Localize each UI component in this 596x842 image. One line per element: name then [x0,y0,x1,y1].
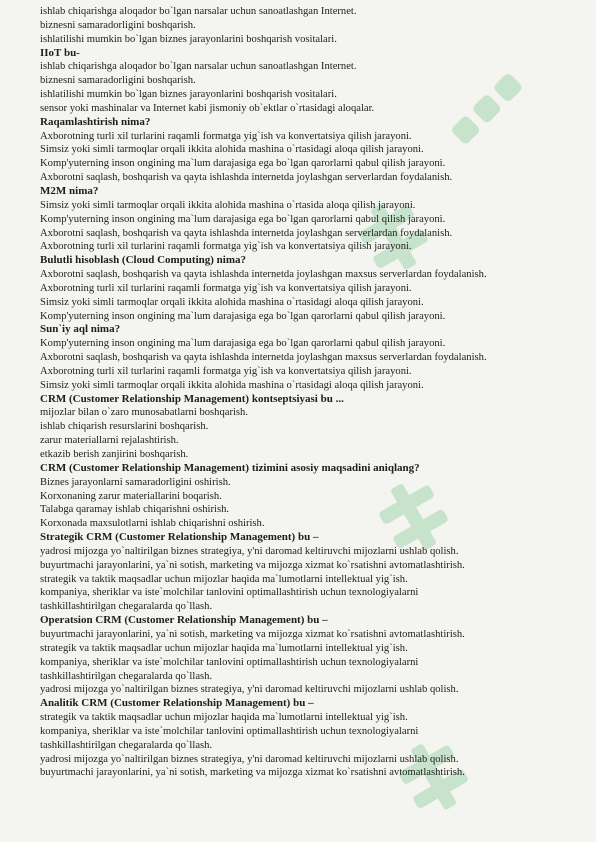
answer-line: Axborotning turli xil turlarini raqamli formatga yig`ish va konvertatsiya qilish jarayoni. [40,130,412,142]
answer-line: Komp'yuterning inson ongining ma`lum darajasiga ega bo`lgan qarorlarni qabul qilish jarayoni. [40,213,446,225]
answer-line: Axborotning turli xil turlarini raqamli formatga yig`ish va konvertatsiya qilish jarayoni. [40,365,412,377]
question-heading: Raqamlashtirish nima? [40,115,151,128]
answer-line: Axborotni saqlash, boshqarish va qayta ishlashda internetda joylashgan serverlardan foydalanish. [40,172,453,184]
answer-line: Komp'yuterning inson ongining ma`lum darajasiga ega bo`lgan qarorlarni qabul qilish jarayoni. [40,158,446,170]
question-heading: Bulutli hisoblash (Cloud Computing) nima? [40,254,247,267]
question-heading: M2M nima? [40,184,99,197]
answer-line: yadrosi mijozga yo`naltirilgan biznes strategiya, y'ni daromad keltiruvchi mijozlarni ushlab qolish. [40,753,459,765]
answer-line: Axborotni saqlash, boshqarish va qayta ishlashda internetda joylashgan maxsus serverlardan foydalanish. [40,269,487,281]
answer-line: Simsiz yoki simli tarmoqlar orqali ikkita alohida mashina o`rtasidagi aloqa qilish jarayoni. [40,296,424,308]
question-heading: Sun`iy aql nima? [40,323,121,336]
answer-line: Biznes jarayonlarni samaradorligini oshirish. [40,476,231,488]
answer-line: tashkillashtirilgan chegaralarda qo`llash. [40,670,213,682]
answer-line: ishlatilishi mumkin bo`lgan biznes jarayonlarini boshqarish vositalari. [40,89,337,101]
answer-line: yadrosi mijozga yo`naltirilgan biznes strategiya, y'ni daromad keltiruvchi mijozlarni ushlab qolish. [40,545,459,557]
question-heading: CRM (Customer Relationship Management) kontseptsiyasi bu ... [40,392,344,405]
answer-line: sensor yoki mashinalar va Internet kabi jismoniy ob`ektlar o`rtasidagi aloqalar. [40,102,375,114]
answer-line: buyurtmachi jarayonlarini, ya`ni sotish, marketing va mijozga xizmat ko`rsatishni avtomatlashtirish. [40,559,465,571]
answer-line: etkazib berish zanjirini boshqarish. [40,449,189,460]
answer-line: Axborotning turli xil turlarini raqamli formatga yig`ish va konvertatsiya qilish jarayoni. [40,282,412,294]
question-heading: Analitik CRM (Customer Relationship Management) bu – [40,697,314,710]
answer-line: Komp'yuterning inson ongining ma`lum darajasiga ega bo`lgan qarorlarni qabul qilish jarayoni. [40,338,446,350]
answer-line: biznesni samaradorligini boshqarish. [40,19,196,31]
answer-line: Axborotning turli xil turlarini raqamli formatga yig`ish va konvertatsiya qilish jarayoni. [40,241,412,253]
answer-line: Talabga qaramay ishlab chiqarishni oshirish. [40,504,230,516]
answer-line: tashkillashtirilgan chegaralarda qo`llash. [40,601,213,613]
answer-line: zarur materiallarni rejalashtirish. [40,435,179,447]
answer-line: ishlab chiqarishga aloqador bo`lgan narsalar uchun sanoatlashgan Internet. [40,61,357,73]
answer-line: biznesni samaradorligini boshqarish. [40,75,196,87]
answer-line: strategik va taktik maqsadlar uchun mijozlar haqida ma`lumotlarni intellektual yig`ish. [40,642,408,654]
answer-line: buyurtmachi jarayonlarini, ya`ni sotish, marketing va mijozga xizmat ko`rsatishni avtomatlashtirish. [40,767,465,779]
question-heading: Operatsion CRM (Customer Relationship Management) bu – [40,614,328,627]
answer-line: strategik va taktik maqsadlar uchun mijozlar haqida ma`lumotlarni intellektual yig`ish. [40,573,408,585]
answer-line: Axborotni saqlash, boshqarish va qayta ishlashda internetda joylashgan maxsus serverlardan foydalanish. [40,352,487,364]
answer-line: ishlatilishi mumkin bo`lgan biznes jarayonlarini boshqarish vositalari. [40,33,337,45]
answer-line: Axborotni saqlash, boshqarish va qayta ishlashda internetda joylashgan serverlardan foydalanish. [40,227,453,239]
answer-line: buyurtmachi jarayonlarini, ya`ni sotish, marketing va mijozga xizmat ko`rsatishni avtomatlashtirish. [40,628,465,640]
answer-line: Korxonaning zarur materiallarini boqarish. [40,490,222,502]
answer-line: Simsiz yoki simli tarmoqlar orqali ikkita alohida mashina o`rtasida aloqa qilish jarayoni. [40,199,416,211]
answer-line: yadrosi mijozga yo`naltirilgan biznes strategiya, y'ni daromad keltiruvchi mijozlarni ushlab qolish. [40,684,459,696]
question-heading: IIoT bu- [40,46,80,59]
answer-line: ishlab chiqarish resurslarini boshqarish. [40,421,209,433]
answer-line: Simsiz yoki simli tarmoqlar orqali ikkita alohida mashina o`rtasidagi aloqa qilish jarayoni. [40,144,424,156]
answer-line: strategik va taktik maqsadlar uchun mijozlar haqida ma`lumotlarni intellektual yig`ish. [40,712,408,724]
answer-line: Komp'yuterning inson ongining ma`lum darajasiga ega bo`lgan qarorlarni qabul qilish jarayoni. [40,310,446,322]
document-body [40,5,585,780]
answer-line: ishlab chiqarishga aloqador bo`lgan narsalar uchun sanoatlashgan Internet. [40,6,357,17]
answer-line: kompaniya, sheriklar va iste`molchilar tanlovini optimallashtirish uchun texnologiyalarni [40,725,419,737]
question-heading: CRM (Customer Relationship Management) tizimini asosiy maqsadini aniqlang? [40,461,420,474]
answer-line: kompaniya, sheriklar va iste`molchilar tanlovini optimallashtirish uchun texnologiyalarni [40,656,419,668]
answer-line: tashkillashtirilgan chegaralarda qo`llash. [40,739,213,751]
question-heading: Strategik CRM (Customer Relationship Management) bu – [40,531,319,544]
answer-line: Korxonada maxsulotlarni ishlab chiqarishni oshirish. [40,518,265,530]
answer-line: mijozlar bilan o`zaro munosabatlarni boshqarish. [40,407,248,419]
answer-line: Simsiz yoki simli tarmoqlar orqali ikkita alohida mashina o`rtasidagi aloqa qilish jarayoni. [40,379,424,391]
answer-line: kompaniya, sheriklar va iste`molchilar tanlovini optimallashtirish uchun texnologiyalarni [40,587,419,599]
